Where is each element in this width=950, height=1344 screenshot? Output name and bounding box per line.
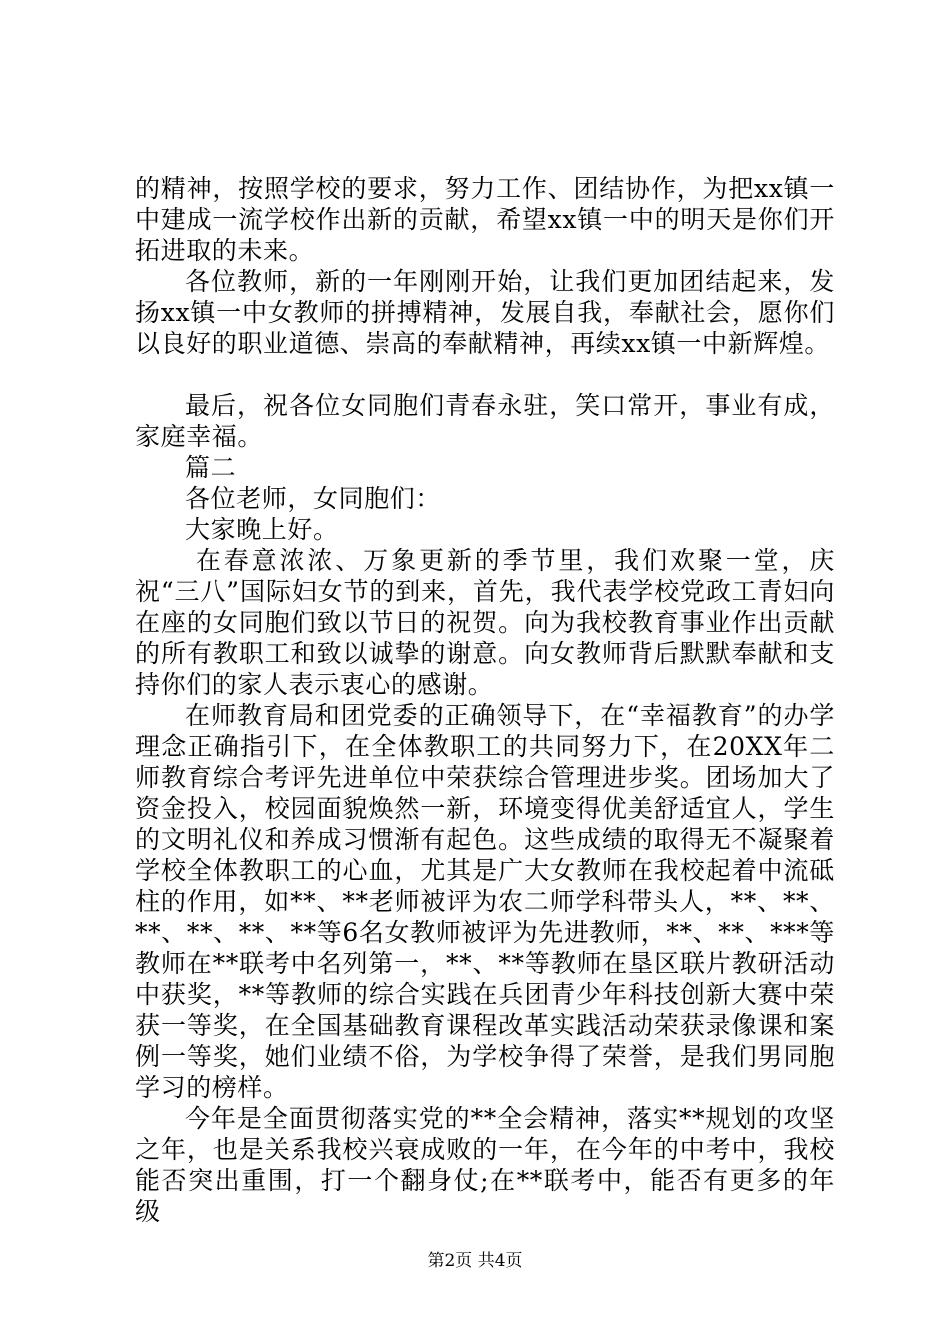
- paragraph-closing-wish: 最后，祝各位女同胞们青春永驻，笑口常开，事业有成，家庭幸福。: [135, 391, 835, 451]
- blank-line: [135, 359, 835, 390]
- salutation: 各位老师，女同胞们：: [185, 484, 442, 513]
- page-footer: 第2页 共4页: [427, 1251, 523, 1271]
- paragraph-continuation: 的精神，按照学校的要求，努力工作、团结协作，为把xx镇一中建成一流学校作出新的贡献，希望xx镇一中的明天是你们开拓进取的未来。: [135, 174, 835, 265]
- paragraph-festival: 在春意浓浓、万象更新的季节里，我们欢聚一堂，庆祝“三八”国际妇女节的到来，首先，我代表学校党政工青妇向在座的女同胞们致以节日的祝贺。向为我校教育事业作出贡献的所有教职工和致以诚挚的谢意。向女教师背后默默奉献和支持你们的家人表示衷心的感谢。: [135, 546, 835, 699]
- paragraph-unity: 各位教师，新的一年刚刚开始，让我们更加团结起来，发扬xx镇一中女教师的拼搏精神，发展自我，奉献社会，愿你们以良好的职业道德、崇高的奉献精神，再续xx镇一中新辉煌。: [135, 267, 835, 358]
- paragraph-achievements: 在师教育局和团党委的正确领导下，在“幸福教育”的办学理念正确指引下，在全体教职工的共同努力下，在20XX年二师教育综合考评先进单位中荣获综合管理进步奖。团场加大了资金投入，校园面貌焕然一新，环境变得优美舒适宜人，学生的文明礼仪和养成习惯渐有起色。这些成绩的取得无不凝聚着学校全体教职工的心血，尤其是广大女教师在我校起着中流砥柱的作用，如**、**老师被评为农二师学科带头人，**、**、**、**、**、**等6名女教师被评为先进教师，**、**、***等教师在**联考中名列第一，**、**等教师在垦区联片教研活动中获奖，**等教师的综合实践在兵团青少年科技创新大赛中荣获一等奖，在全国基础教育课程改革实践活动荣获录像课和案例一等奖，她们业绩不俗，为学校争得了荣誉，是我们男同胞学习的榜样。: [135, 701, 835, 1102]
- section-heading: 篇二: [185, 453, 237, 482]
- document-body: [135, 173, 835, 1227]
- greeting: 大家晚上好。: [185, 515, 339, 544]
- paragraph-this-year: 今年是全面贯彻落实党的**全会精神，落实**规划的攻坚之年，也是关系我校兴衰成败的一年，在今年的中考中，我校能否突出重围，打一个翻身仗;在**联考中，能否有更多的年级: [135, 1104, 835, 1226]
